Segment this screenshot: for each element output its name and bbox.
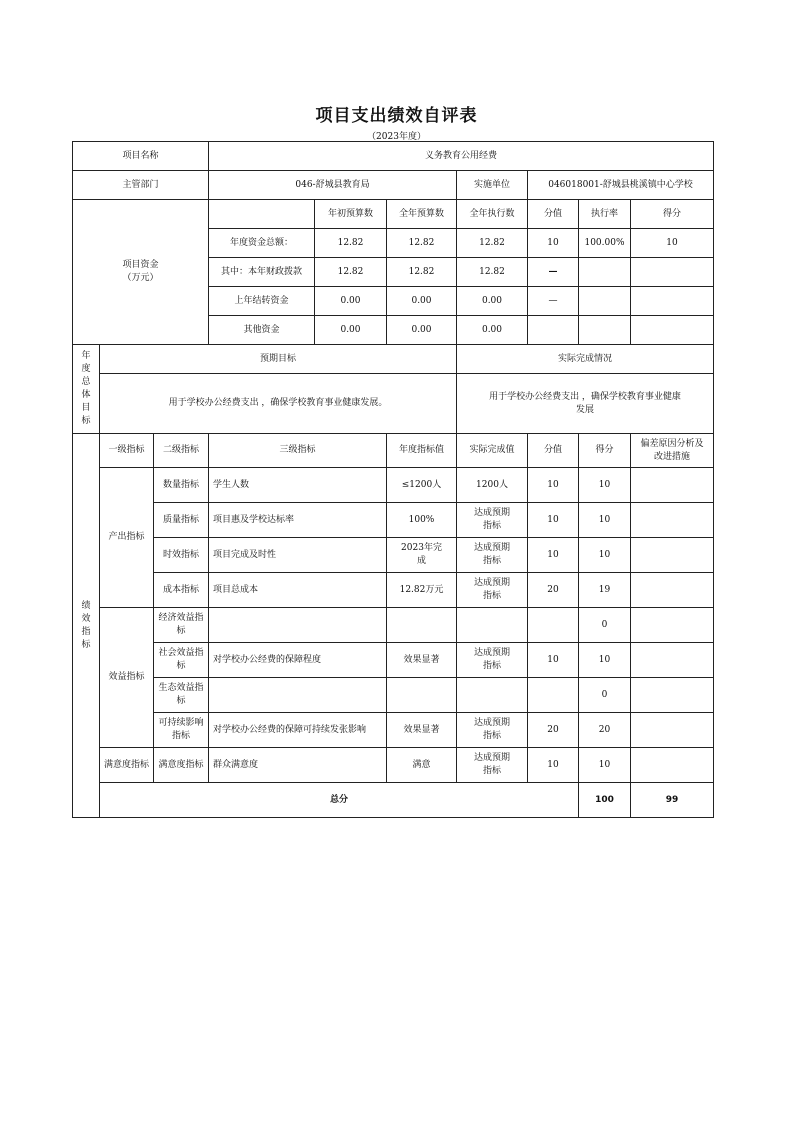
department-value: 046-舒城县教育局: [209, 171, 457, 200]
deviation-note: [631, 678, 714, 713]
funds-cell: 0.00: [315, 287, 387, 316]
funds-header-cell: 年初预算数: [315, 200, 387, 229]
level2-indicator: 数量指标: [154, 468, 209, 503]
level3-indicator: [209, 608, 387, 643]
funds-cell: 12.82: [387, 229, 457, 258]
target-value: [387, 678, 457, 713]
level2-indicator: 可持续影响 指标: [154, 713, 209, 748]
target-value: 满意: [387, 748, 457, 783]
funds-cell: 100.00%: [579, 229, 631, 258]
self-evaluation-table: [72, 141, 714, 818]
year-subtitle: （2023年度）: [367, 132, 426, 142]
indicator-header-cell: 分值: [528, 434, 579, 468]
indicator-header-cell: 实际完成值: [457, 434, 528, 468]
actual-value: 达成预期 指标: [457, 503, 528, 538]
unit-label: 实施单位: [457, 171, 528, 200]
funds-header-cell: 执行率: [579, 200, 631, 229]
score-value: [528, 608, 579, 643]
funds-cell: 0.00: [457, 316, 528, 345]
target-value: ≤1200人: [387, 468, 457, 503]
level3-indicator: 学生人数: [209, 468, 387, 503]
level2-indicator: 满意度指标: [154, 748, 209, 783]
got-value: 19: [579, 573, 631, 608]
funds-row-label: 其他资金: [209, 316, 315, 345]
got-value: 20: [579, 713, 631, 748]
target-value: [387, 608, 457, 643]
actual-value: 达成预期 指标: [457, 538, 528, 573]
funds-cell: 12.82: [315, 229, 387, 258]
indicator-row: [73, 713, 714, 748]
funds-cell: [579, 316, 631, 345]
actual-completion-text: 用于学校办公经费支出 ，确保学校教育事业健康 发展: [457, 374, 714, 434]
score-value: [528, 678, 579, 713]
indicator-row: [73, 468, 714, 503]
score-value: 10: [528, 538, 579, 573]
indicator-row: [73, 643, 714, 678]
indicator-row: [73, 608, 714, 643]
target-value: 2023年完 成: [387, 538, 457, 573]
funds-header-row: [73, 200, 714, 229]
target-value: 12.82万元: [387, 573, 457, 608]
level3-indicator: 群众满意度: [209, 748, 387, 783]
annual-goal-label: 年度总体目标: [73, 345, 100, 434]
got-value: 10: [579, 468, 631, 503]
level1-indicator: 效益指标: [100, 608, 154, 748]
funds-cell: 0.00: [315, 316, 387, 345]
deviation-note: [631, 573, 714, 608]
funds-header-cell: 全年执行数: [457, 200, 528, 229]
level1-indicator: 产出指标: [100, 468, 154, 608]
level1-indicator: 满意度指标: [100, 748, 154, 783]
funds-header-cell: 得分: [631, 200, 714, 229]
level3-indicator: 项目完成及时性: [209, 538, 387, 573]
got-value: 10: [579, 503, 631, 538]
funds-cell: 0.00: [387, 316, 457, 345]
level2-indicator: 社会效益指 标: [154, 643, 209, 678]
got-value: 10: [579, 643, 631, 678]
funds-cell: 12.82: [457, 258, 528, 287]
indicator-header-row: [73, 434, 714, 468]
deviation-note: [631, 608, 714, 643]
funds-cell: —: [528, 258, 579, 287]
indicator-header-cell: 偏差原因分析及 改进措施: [631, 434, 714, 468]
project-name-row: [73, 142, 714, 171]
score-value: 20: [528, 573, 579, 608]
score-value: 10: [528, 643, 579, 678]
level3-indicator: 项目惠及学校达标率: [209, 503, 387, 538]
unit-value: 046018001-舒城县桃溪镇中心学校: [528, 171, 714, 200]
deviation-note: [631, 538, 714, 573]
level2-indicator: 生态效益指 标: [154, 678, 209, 713]
got-value: 10: [579, 538, 631, 573]
target-value: 效果显著: [387, 643, 457, 678]
indicator-header-cell: 二级指标: [154, 434, 209, 468]
deviation-note: [631, 643, 714, 678]
page-title: 项目支出绩效自评表: [315, 106, 478, 126]
indicator-row: [73, 503, 714, 538]
funds-row-label: 年度资金总额：: [209, 229, 315, 258]
funds-cell: [528, 316, 579, 345]
expected-goal-text: 用于学校办公经费支出 ，确保学校教育事业健康发展。: [100, 374, 457, 434]
funds-cell: [579, 287, 631, 316]
level2-indicator: 时效指标: [154, 538, 209, 573]
funds-row-label: 其中：本年财政拨款: [209, 258, 315, 287]
funds-label: 项目资金 （万元）: [73, 200, 209, 345]
department-row: [73, 171, 714, 200]
goals-header-row: [73, 345, 714, 374]
actual-value: 达成预期 指标: [457, 643, 528, 678]
project-name-value: 义务教育公用经费: [209, 142, 714, 171]
department-label: 主管部门: [73, 171, 209, 200]
funds-cell: 0.00: [457, 287, 528, 316]
got-value: 0: [579, 608, 631, 643]
funds-cell: 10: [528, 229, 579, 258]
indicator-header-cell: 一级指标: [100, 434, 154, 468]
funds-row-label: 上年结转资金: [209, 287, 315, 316]
deviation-note: [631, 713, 714, 748]
indicator-row: [73, 573, 714, 608]
deviation-note: [631, 503, 714, 538]
actual-value: [457, 608, 528, 643]
funds-header-cell: 分值: [528, 200, 579, 229]
indicator-row: [73, 748, 714, 783]
total-score: 100: [579, 783, 631, 818]
funds-cell: —: [528, 287, 579, 316]
expected-goal-label: 预期目标: [100, 345, 457, 374]
funds-cell: [631, 258, 714, 287]
score-value: 10: [528, 748, 579, 783]
indicator-header-cell: 得分: [579, 434, 631, 468]
performance-indicator-label: 绩效指标: [73, 434, 100, 818]
indicator-header-cell: 三级指标: [209, 434, 387, 468]
got-value: 0: [579, 678, 631, 713]
total-row: [73, 783, 714, 818]
goals-content-row: [73, 374, 714, 434]
funds-header-blank: [209, 200, 315, 229]
funds-header-cell: 全年预算数: [387, 200, 457, 229]
level2-indicator: 质量指标: [154, 503, 209, 538]
funds-cell: 10: [631, 229, 714, 258]
actual-value: 达成预期 指标: [457, 748, 528, 783]
level3-indicator: 对学校办公经费的保障可持续发张影响: [209, 713, 387, 748]
project-name-label: 项目名称: [73, 142, 209, 171]
actual-value: 达成预期 指标: [457, 713, 528, 748]
indicator-row: [73, 538, 714, 573]
actual-value: 1200人: [457, 468, 528, 503]
target-value: 100%: [387, 503, 457, 538]
actual-value: [457, 678, 528, 713]
actual-value: 达成预期 指标: [457, 573, 528, 608]
level3-indicator: 项目总成本: [209, 573, 387, 608]
funds-cell: 0.00: [387, 287, 457, 316]
funds-cell: [631, 316, 714, 345]
level3-indicator: 对学校办公经费的保障程度: [209, 643, 387, 678]
score-value: 10: [528, 468, 579, 503]
deviation-note: [631, 468, 714, 503]
indicator-header-cell: 年度指标值: [387, 434, 457, 468]
funds-cell: [631, 287, 714, 316]
indicator-row: [73, 678, 714, 713]
actual-completion-label: 实际完成情况: [457, 345, 714, 374]
total-label: 总分: [100, 783, 579, 818]
target-value: 效果显著: [387, 713, 457, 748]
total-got: 99: [631, 783, 714, 818]
funds-cell: 12.82: [457, 229, 528, 258]
deviation-note: [631, 748, 714, 783]
level2-indicator: 经济效益指 标: [154, 608, 209, 643]
score-value: 10: [528, 503, 579, 538]
funds-cell: 12.82: [387, 258, 457, 287]
score-value: 20: [528, 713, 579, 748]
level2-indicator: 成本指标: [154, 573, 209, 608]
funds-cell: 12.82: [315, 258, 387, 287]
funds-cell: [579, 258, 631, 287]
level3-indicator: [209, 678, 387, 713]
got-value: 10: [579, 748, 631, 783]
